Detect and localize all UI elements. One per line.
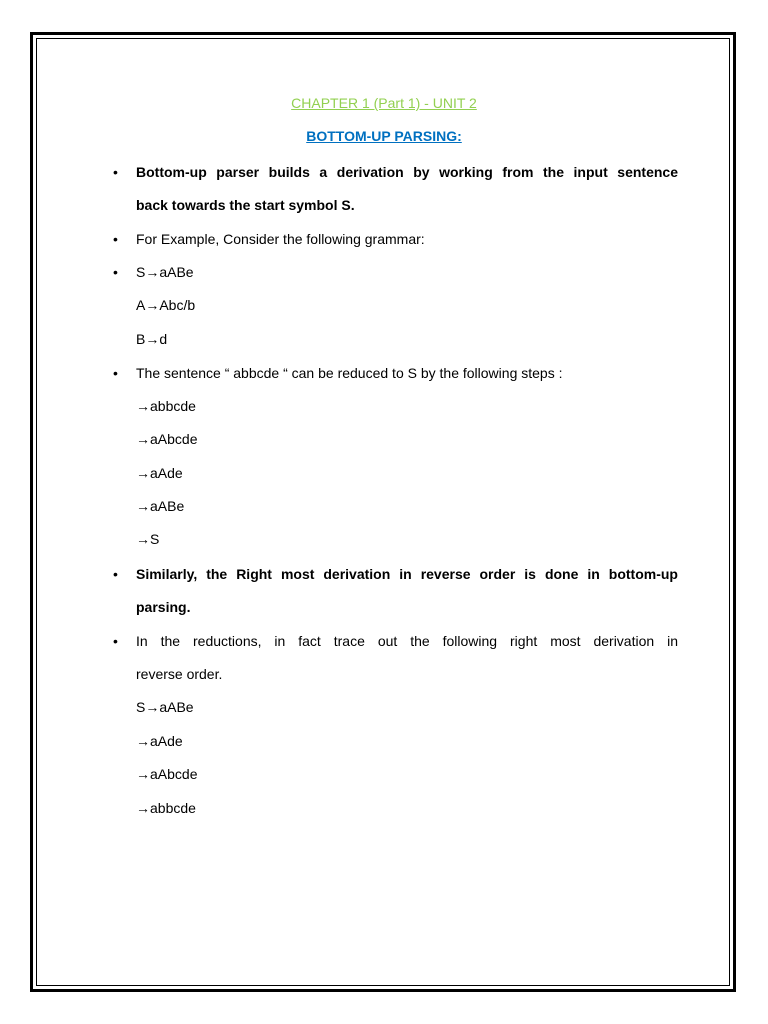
bullet-icon: • (113, 566, 118, 582)
bullet-icon: • (113, 164, 118, 180)
reduction-step: →aABe (136, 498, 185, 514)
bullet-icon: • (113, 633, 118, 649)
grammar-rule: S→aABe (136, 264, 194, 280)
derivation-step: →aAbcde (136, 766, 198, 782)
derivation-step: S→aABe (136, 699, 194, 715)
bullet-2-text: For Example, Consider the following grammar: (136, 231, 425, 247)
reduction-step: →abbcde (136, 398, 196, 414)
bullet-6-line-1: In the reductions, in fact trace out the following right most derivation in (136, 633, 678, 649)
bullet-5-line-1: Similarly, the Right most derivation in reverse order is done in bottom-up (136, 566, 678, 582)
reduction-step: →aAbcde (136, 431, 198, 447)
bullet-6-line-2: reverse order. (136, 666, 223, 682)
grammar-rule: B→d (136, 331, 168, 347)
bullet-1-line-1: Bottom-up parser builds a derivation by working from the input sentence (136, 164, 678, 180)
bullet-icon: • (113, 365, 118, 381)
bullet-5-line-2: parsing. (136, 599, 191, 615)
derivation-step: →aAde (136, 733, 183, 749)
bullet-icon: • (113, 231, 118, 247)
reduction-step: →aAde (136, 465, 183, 481)
chapter-title: CHAPTER 1 (Part 1) - UNIT 2 (291, 95, 477, 111)
section-title: BOTTOM-UP PARSING: (306, 128, 462, 144)
bullet-1-line-2: back towards the start symbol S. (136, 197, 355, 213)
derivation-step: →abbcde (136, 800, 196, 816)
reduction-step: →S (136, 531, 160, 547)
bullet-4-text: The sentence “ abbcde “ can be reduced to S by the following steps : (136, 365, 563, 381)
bullet-icon: • (113, 264, 118, 280)
grammar-rule: A→Abc/b (136, 297, 196, 313)
